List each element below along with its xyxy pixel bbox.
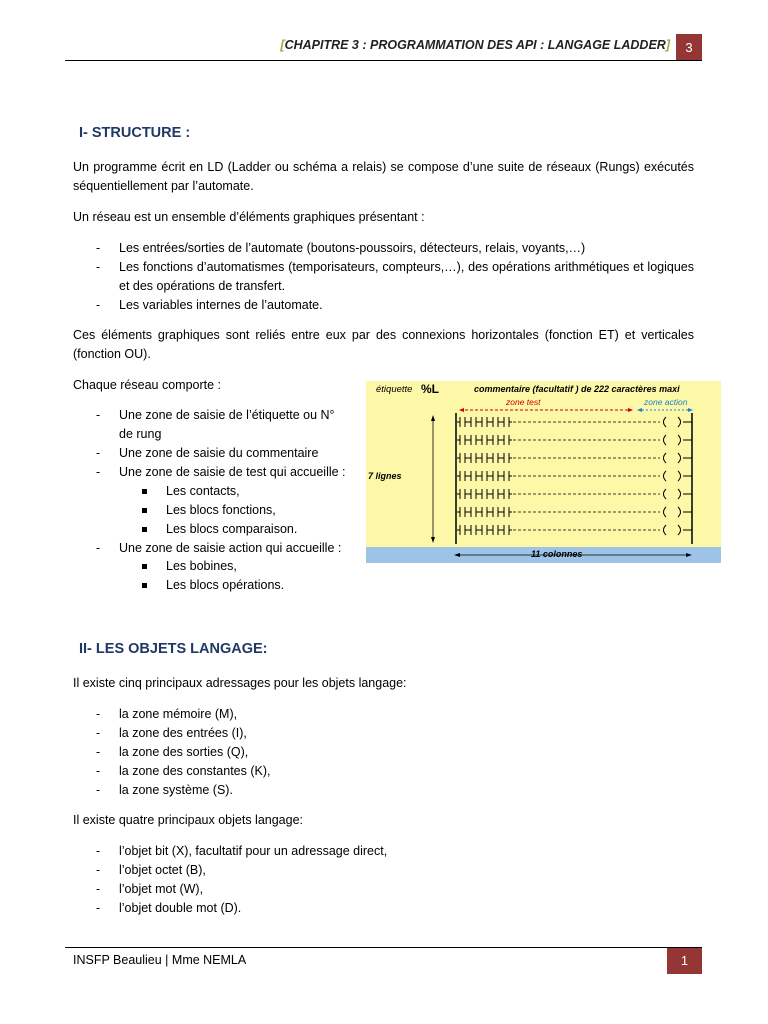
header-bracket-open: [ [280, 38, 285, 52]
paragraph: Un programme écrit en LD (Ladder ou schéma a relais) se compose d’une suite de réseaux (Rungs) exécutés séquentiellement par l’automate. [73, 160, 694, 193]
footer-text: INSFP Beaulieu | Mme NEMLA [73, 953, 247, 967]
paragraph: Il existe cinq principaux adressages pour les objets langage: [73, 676, 407, 690]
ladder-rung-diagram [366, 381, 721, 563]
footer-rule [65, 947, 702, 948]
paragraph: Un réseau est un ensemble d’éléments graphiques présentant : [73, 210, 425, 224]
colonnes-label: 11 colonnes [531, 549, 583, 559]
paragraph: Il existe quatre principaux objets langage: [73, 813, 304, 827]
chapter-title: CHAPITRE 3 : PROGRAMMATION DES API : LANGAGE LADDER [284, 38, 666, 52]
figure-background [366, 381, 721, 563]
paragraph: Ces éléments graphiques sont reliés entre eux par des connexions horizontales (fonction ET) et verticales (fonction OU). [73, 328, 694, 361]
section-heading-structure: I- STRUCTURE : [79, 125, 191, 141]
lignes-label: 7 lignes [368, 471, 402, 481]
paragraph: Chaque réseau comporte : [73, 378, 222, 392]
etiquette-label: étiquette [376, 384, 413, 395]
header-title [280, 38, 670, 52]
percent-l-label: %L [421, 382, 439, 396]
zone-test-label: zone test [506, 397, 541, 407]
section-heading-objets: II- LES OBJETS LANGAGE: [79, 641, 268, 657]
header-bracket-close: ] [665, 38, 670, 52]
footer-page-number: 1 [667, 948, 702, 974]
header-page-tab: 3 [676, 34, 702, 61]
zone-action-label: zone action [644, 397, 688, 407]
header-rule [65, 60, 702, 61]
comment-label: commentaire (facultatif ) de 222 caractères maxi [474, 384, 680, 394]
